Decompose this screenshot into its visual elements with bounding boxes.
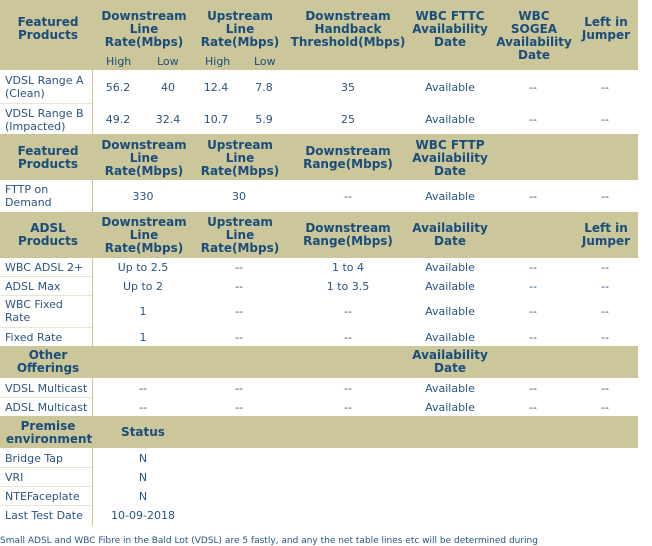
- vdsl-a-ds-high: 56.2: [105, 81, 131, 94]
- vdsl-a-sogea: --: [529, 81, 537, 94]
- header-upstream-line-rate-fttp: Upstream Line Rate(Mbps): [200, 138, 280, 178]
- header-left-in-jumper: Left in Jumper: [581, 15, 631, 42]
- wbcfixed-range: --: [344, 305, 352, 318]
- header-other-offerings: Other Offerings: [16, 348, 80, 375]
- vdsl-a-us-high: 12.4: [203, 81, 229, 94]
- header-status: Status: [121, 425, 165, 439]
- vdsl-a-threshold: 35: [341, 81, 355, 94]
- row-label-adsl-multicast: ADSL Multicast: [5, 401, 88, 414]
- wbcfixed-avail: Available: [425, 305, 475, 318]
- sub-us-high: High: [205, 55, 231, 68]
- adslmc-ds: --: [139, 401, 147, 414]
- row-label-vdsl-range-b: VDSL Range B (Impacted): [5, 107, 84, 133]
- wbcfixed-c6: --: [529, 305, 537, 318]
- row-label-wbc-adsl-2plus: WBC ADSL 2+: [5, 261, 84, 274]
- sub-ds-low: Low: [157, 55, 179, 68]
- other-header: [0, 346, 638, 378]
- header-premise-environment: Premise environment: [6, 419, 93, 446]
- header-featured-products-fttp: Featured Products: [17, 144, 79, 171]
- footer-note: Small ADSL and WBC Fibre in the Bald Lot (VDSL) are 5 fastly, and any the net table lines etc will be determined during: [0, 536, 538, 546]
- adsl2-avail: Available: [425, 261, 475, 274]
- nte-faceplate-status: N: [138, 490, 148, 503]
- fttp-ds: 330: [132, 190, 154, 203]
- adsl2-c6: --: [529, 261, 537, 274]
- fixed-c6: --: [529, 331, 537, 344]
- adslmax-c6: --: [529, 280, 537, 293]
- vdsl-a-us-low: 7.8: [255, 81, 273, 94]
- vdslmc-c7: --: [601, 382, 609, 395]
- adslmc-c6: --: [529, 401, 537, 414]
- header-featured-products: Featured Products: [17, 15, 79, 42]
- fixed-range: --: [344, 331, 352, 344]
- header-left-in-jumper-adsl: Left in Jumper: [581, 221, 631, 248]
- adslmax-c7: --: [601, 280, 609, 293]
- vri-status: N: [138, 471, 148, 484]
- fixed-c7: --: [601, 331, 609, 344]
- vdslmc-avail: Available: [425, 382, 475, 395]
- header-downstream-range-fttp: Downstream Range(Mbps): [303, 144, 393, 171]
- header-upstream-line-rate: Upstream Line Rate(Mbps): [200, 9, 280, 49]
- vdsl-b-ds-high: 49.2: [105, 113, 131, 126]
- vdslmc-ds: --: [139, 382, 147, 395]
- adslmax-ds: Up to 2: [122, 280, 164, 293]
- header-downstream-handback-threshold: Downstream Handback Threshold(Mbps): [290, 9, 406, 49]
- fixed-us: --: [235, 331, 243, 344]
- row-label-vdsl-range-a: VDSL Range A (Clean): [5, 74, 84, 100]
- adsl2-c7: --: [601, 261, 609, 274]
- header-downstream-range-adsl: Downstream Range(Mbps): [303, 221, 393, 248]
- header-wbc-sogea-availability-date: WBC SOGEA Availability Date: [496, 9, 572, 62]
- header-upstream-line-rate-adsl: Upstream Line Rate(Mbps): [200, 215, 280, 255]
- vdsl-b-threshold: 25: [341, 113, 355, 126]
- vdsl-b-jumper: --: [601, 113, 609, 126]
- header-wbc-fttp-availability-date: WBC FTTP Availability Date: [412, 138, 488, 178]
- fttp-c6: --: [529, 190, 537, 203]
- header-downstream-line-rate-adsl: Downstream Line Rate(Mbps): [101, 215, 187, 255]
- row-label-fixed-rate: Fixed Rate: [5, 331, 63, 344]
- adslmax-range: 1 to 3.5: [326, 280, 370, 293]
- adslmax-us: --: [235, 280, 243, 293]
- adsl2-ds: Up to 2.5: [117, 261, 169, 274]
- fttp-avail: Available: [425, 190, 475, 203]
- wbcfixed-us: --: [235, 305, 243, 318]
- vdsl-b-fttc: Available: [425, 113, 475, 126]
- vdsl-b-us-low: 5.9: [255, 113, 273, 126]
- sub-us-low: Low: [254, 55, 276, 68]
- premise-header: [0, 416, 638, 448]
- adslmc-avail: Available: [425, 401, 475, 414]
- vdsl-a-jumper: --: [601, 81, 609, 94]
- adsl2-us: --: [235, 261, 243, 274]
- row-label-vri: VRI: [5, 471, 24, 484]
- vdslmc-range: --: [344, 382, 352, 395]
- sub-ds-high: High: [106, 55, 132, 68]
- adslmc-range: --: [344, 401, 352, 414]
- row-label-bridge-tap: Bridge Tap: [5, 452, 63, 465]
- header-availability-date-adsl: Availability Date: [412, 221, 488, 248]
- row-label-wbc-fixed-rate: WBC Fixed Rate: [5, 298, 63, 324]
- row-label-fttp-on-demand: FTTP on Demand: [5, 183, 52, 209]
- fixed-avail: Available: [425, 331, 475, 344]
- adslmc-us: --: [235, 401, 243, 414]
- row-label-vdsl-multicast: VDSL Multicast: [5, 382, 88, 395]
- row-label-nte-faceplate: NTEFaceplate: [5, 490, 80, 503]
- last-test-date-value: 10-09-2018: [111, 509, 175, 522]
- vdsl-b-ds-low: 32.4: [155, 113, 181, 126]
- bridge-tap-status: N: [138, 452, 148, 465]
- row-label-last-test-date: Last Test Date: [5, 509, 83, 522]
- fttp-us: 30: [232, 190, 246, 203]
- vdsl-b-sogea: --: [529, 113, 537, 126]
- vdsl-a-fttc: Available: [425, 81, 475, 94]
- vdsl-a-ds-low: 40: [161, 81, 175, 94]
- fttp-range: --: [344, 190, 352, 203]
- fixed-ds: 1: [139, 331, 147, 344]
- header-availability-date-other: Availability Date: [412, 348, 488, 375]
- wbcfixed-c7: --: [601, 305, 609, 318]
- row-label-adsl-max: ADSL Max: [5, 280, 61, 293]
- adslmc-c7: --: [601, 401, 609, 414]
- vdslmc-c6: --: [529, 382, 537, 395]
- header-downstream-line-rate-fttp: Downstream Line Rate(Mbps): [101, 138, 187, 178]
- wbcfixed-ds: 1: [139, 305, 147, 318]
- fttp-c7: --: [601, 190, 609, 203]
- vdsl-b-us-high: 10.7: [203, 113, 229, 126]
- header-adsl-products: ADSL Products: [17, 221, 79, 248]
- adslmax-avail: Available: [425, 280, 475, 293]
- header-downstream-line-rate: Downstream Line Rate(Mbps): [101, 9, 187, 49]
- header-wbc-fttc-availability-date: WBC FTTC Availability Date: [412, 9, 488, 49]
- vdslmc-us: --: [235, 382, 243, 395]
- adsl2-range: 1 to 4: [331, 261, 365, 274]
